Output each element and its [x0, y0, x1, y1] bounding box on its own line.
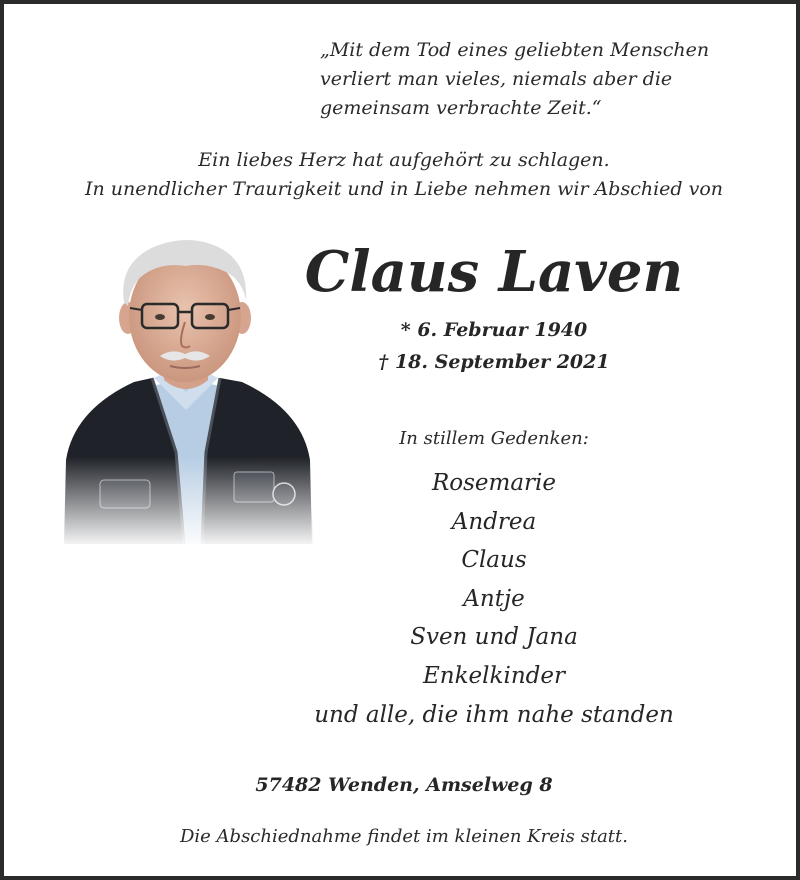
- mourner-name: Claus: [461, 547, 527, 574]
- family-address: 57482 Wenden, Amselweg 8: [255, 774, 553, 796]
- deceased-name: Claus Laven: [304, 239, 684, 305]
- quote-line: „Mit dem Tod eines geliebten Menschen: [320, 39, 710, 61]
- mourner-name: Sven und Jana: [410, 624, 578, 651]
- intro-line: Ein liebes Herz hat aufgehört zu schlagen.: [198, 149, 610, 171]
- intro-text: [4, 146, 800, 204]
- mourners-heading: In stillem Gedenken:: [399, 428, 589, 449]
- mourner-name: Antje: [463, 585, 525, 612]
- mourner-name: Andrea: [451, 508, 537, 535]
- memorial-quote: [320, 36, 780, 123]
- mourner-name: Rosemarie: [431, 470, 557, 496]
- quote-line: verliert man vieles, niemals aber die: [320, 68, 673, 90]
- intro-line: In unendlicher Traurigkeit und in Liebe nehmen wir Abschied von: [84, 178, 724, 200]
- death-date: † 18. September 2021: [378, 351, 610, 373]
- mourner-name: und alle, die ihm nahe standen: [314, 701, 674, 728]
- farewell-note: Die Abschiednahme findet im kleinen Kreis statt.: [179, 826, 628, 847]
- birth-date: * 6. Februar 1940: [400, 319, 588, 341]
- life-dates: [304, 314, 684, 378]
- mourner-name: Enkelkinder: [423, 662, 565, 689]
- mourners-list: [244, 464, 744, 734]
- quote-line: gemeinsam verbrachte Zeit.“: [320, 97, 602, 119]
